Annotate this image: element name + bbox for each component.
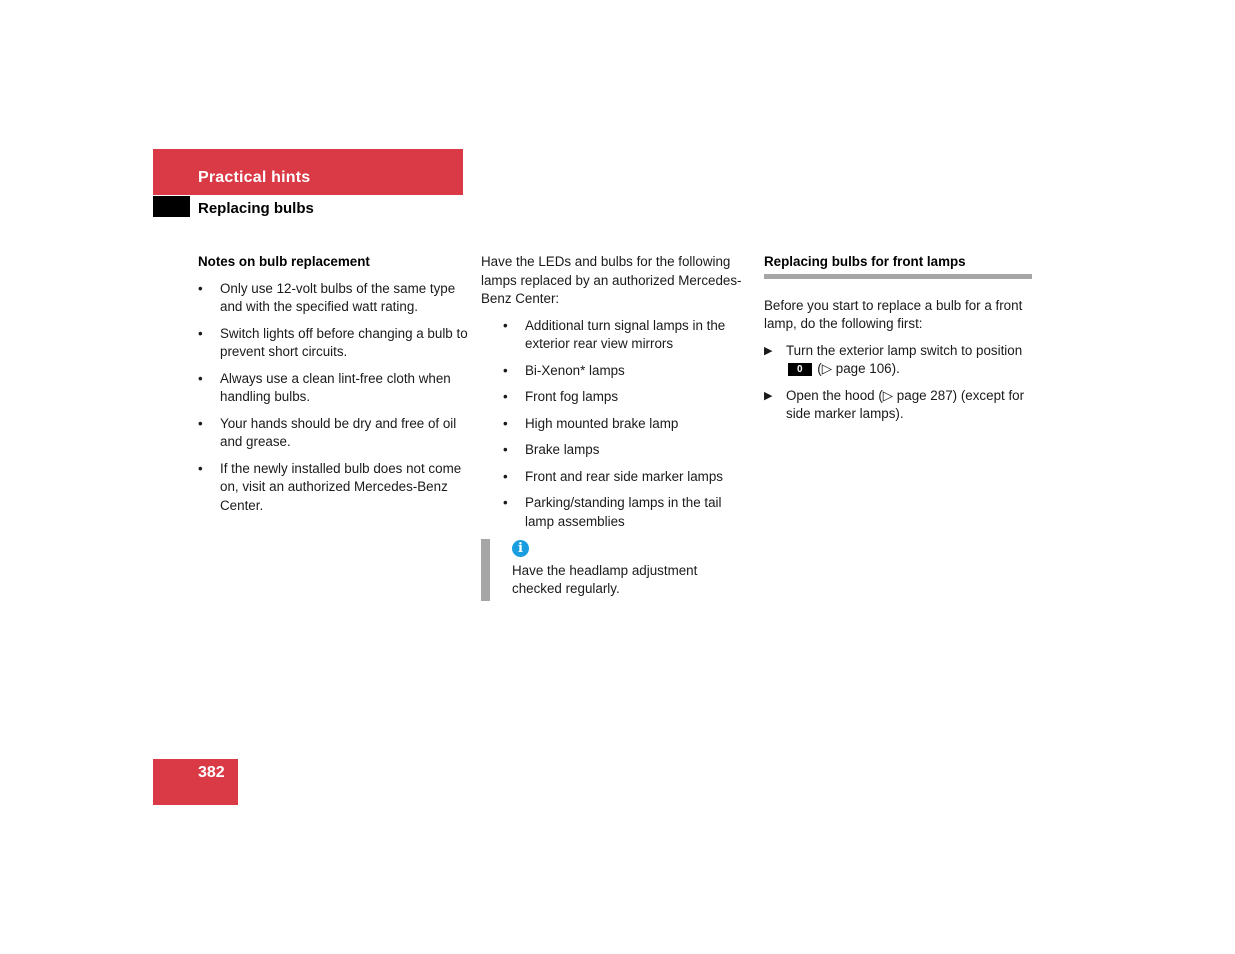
list-item-text: Brake lamps [525,442,600,457]
bullet-icon: • [198,325,203,341]
section-tab-marker [153,196,190,217]
front-lamps-heading: Replacing bulbs for front lamps [764,253,1032,279]
bullet-icon: • [503,415,508,431]
list-item-text: Your hands should be dry and free of oil and grease. [220,415,457,449]
step-arrow-icon: ▶ [764,344,773,357]
bullet-icon: • [198,370,203,386]
left-column [198,253,468,523]
list-item [198,460,468,516]
bullet-icon: • [503,442,508,457]
bullet-icon: • [503,389,508,404]
lamps-list [481,317,747,532]
list-item-text: Bi-Xenon* lamps [525,362,625,378]
step-text: Turn the exterior lamp switch to position [786,342,1023,358]
lamps-intro: Have the LEDs and bulbs for the following lamps replaced by an authorized Mercedes-Benz Center: [481,254,742,306]
list-item [503,494,747,531]
page-number-box [153,759,238,805]
list-item-text: Front fog lamps [525,389,619,404]
page-number: 382 [198,764,225,781]
bullet-icon: • [198,460,203,476]
step-text-after: (▷ page 106). [813,361,900,376]
bullet-icon: • [503,495,508,510]
info-icon: i [512,540,529,557]
bullet-icon: • [198,280,203,296]
info-note [481,539,747,601]
list-item-text: Always use a clean lint-free cloth when handling bulbs. [220,370,451,404]
list-item [503,441,747,460]
list-item [503,317,747,354]
bullet-icon: • [503,362,508,378]
info-text: Have the headlamp adjustment checked regularly. [512,562,698,596]
list-item [198,415,468,452]
list-item [198,370,468,407]
right-column [764,253,1032,432]
step-item [764,342,1032,379]
step-item [764,387,1032,424]
notes-heading: Notes on bulb replacement [198,254,370,269]
step-text: Open the hood (▷ page 287) (except for side marker lamps). [786,387,1025,421]
step-arrow-icon: ▶ [764,389,773,402]
list-item-text: Parking/standing lamps in the tail lamp assemblies [525,495,722,529]
list-item [198,325,468,362]
front-lamps-intro: Before you start to replace a bulb for a front lamp, do the following first: [764,297,1023,331]
list-item-text: High mounted brake lamp [525,415,679,431]
bullet-icon: • [503,468,508,484]
list-item [503,415,747,434]
section-title: Practical hints [198,169,311,186]
list-item [198,280,468,317]
middle-column [481,253,747,601]
switch-position-symbol: 0 [788,363,812,376]
list-item-text: Only use 12-volt bulbs of the same type and with the specified watt rating. [220,280,456,314]
steps-list [764,342,1032,424]
list-item [503,388,747,407]
notes-list [198,280,468,516]
list-item-text: Front and rear side marker lamps [525,468,723,484]
list-item-text: Switch lights off before changing a bulb to prevent short circuits. [220,325,468,359]
bullet-icon: • [503,317,508,333]
list-item [503,362,747,381]
bullet-icon: • [198,415,203,431]
list-item [503,468,747,487]
list-item-text: Additional turn signal lamps in the exterior rear view mirrors [525,317,726,351]
list-item-text: If the newly installed bulb does not come on, visit an authorized Mercedes-Benz Center. [220,460,462,513]
subsection-title: Replacing bulbs [198,200,314,217]
